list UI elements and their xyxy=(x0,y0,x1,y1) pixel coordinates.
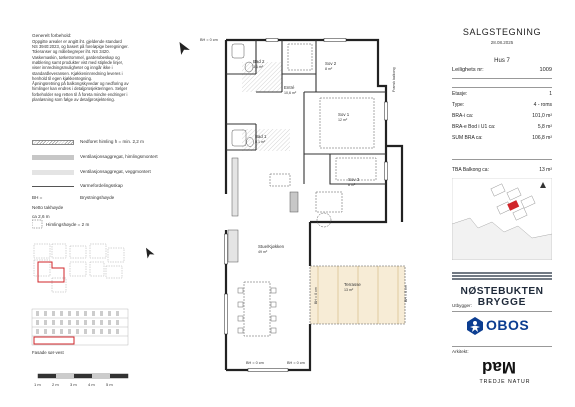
legend-item xyxy=(32,168,182,178)
info-row xyxy=(452,91,552,99)
notes-line: Åpningsretning på balkongskyvedør og nedforing av xyxy=(32,81,129,87)
bh-label-bottom-right: BH = 0 cm xyxy=(287,361,305,365)
light-grey-swatch xyxy=(32,170,74,175)
room-terrasse-name: Terrasse xyxy=(344,282,361,287)
legend-item xyxy=(32,153,182,163)
notes-line: henhold til egen kjøkkentegning. xyxy=(32,75,93,81)
notes-line: Oppgitte arealer er angitt iht. gjeldende standard xyxy=(32,38,122,44)
bh-value: Brystningshøyde xyxy=(80,195,115,200)
scale-tick-label: 4 m xyxy=(88,382,95,387)
panel-divider xyxy=(452,78,552,79)
info-row xyxy=(452,124,552,132)
general-notes xyxy=(32,33,180,102)
info-key: BRA-i ca: xyxy=(452,113,474,119)
room-stue-name: Stue/Kjøkken xyxy=(258,244,285,249)
legend-item xyxy=(32,182,182,192)
room-entre-name: Entré xyxy=(284,85,295,90)
scale-tick-label: 2 m xyxy=(52,382,59,387)
fransk-balkong-label: Fransk balkong xyxy=(392,67,396,92)
notes-line: Toleranser og målebegreper iht. NS 3420. xyxy=(32,49,110,55)
legend-label: Ventilasjonsaggregat, veggmontert xyxy=(80,169,151,174)
info-value: 101,0 m² xyxy=(532,113,552,119)
bh-label-bottom-left: BH = 0 cm xyxy=(246,361,264,365)
room-sov1-area: 12 m² xyxy=(338,118,348,122)
info-key: SUM BRA ca: xyxy=(452,135,483,141)
room-sov1-name: Sov 1 xyxy=(338,112,350,117)
waves-icon xyxy=(452,272,552,281)
north-arrow-icon xyxy=(176,40,190,56)
scale-tick-label: 5 m xyxy=(106,382,113,387)
legend-label: Ventilasjonsaggregat, himlingsmontert xyxy=(80,154,158,159)
info-row xyxy=(452,102,552,110)
mad-wordmark: Mad xyxy=(482,358,516,377)
tba-label: TBA Balkong ca: xyxy=(452,167,489,173)
brand-line2: BRYGGE xyxy=(477,297,527,308)
himling-swatch xyxy=(32,219,72,229)
facade-thumbnail xyxy=(30,305,130,349)
netto-takhoyde-label: Netto takhøyde xyxy=(32,205,64,210)
chairs xyxy=(238,288,276,333)
room-sov3-area: 8 m² xyxy=(348,183,356,187)
info-value: 106,8 m² xyxy=(532,135,552,141)
obos-emblem-icon xyxy=(466,316,484,336)
notes-line: standardleveransen. Kjøkkeninnredning leveres i xyxy=(32,70,123,76)
apartment-number-value: 1009 xyxy=(539,67,552,73)
facade-caption: Fasade sør-vest xyxy=(32,350,64,355)
room-sov2-area: 8 m² xyxy=(325,67,333,71)
notes-line: forbeholder seg retten til å foreta mindre endringer i xyxy=(32,91,128,97)
room-sov3-name: Sov 3 xyxy=(348,177,360,182)
location-map xyxy=(452,178,552,260)
info-key: BRA-e Bod i U1 ca: xyxy=(452,124,496,130)
notes-line: himlinger kan endres i detaljprosjekteringen. Selger xyxy=(32,86,128,92)
north-arrow-small-icon xyxy=(142,246,156,260)
apartment-number-label: Leilighets nr: xyxy=(452,67,484,73)
key-plan-thumbnail xyxy=(30,238,130,298)
bh-label-top: BH = 0 cm xyxy=(200,38,218,42)
scale-bar xyxy=(30,370,140,382)
inner-walls xyxy=(226,40,386,184)
legend-label: Nedforet himling h = min. 2,2 m xyxy=(80,139,144,144)
panel-divider xyxy=(452,159,552,160)
terrace-fill xyxy=(310,266,405,324)
legend-label: Varmefordelingsskap xyxy=(80,183,123,188)
obos-wordmark: OBOS xyxy=(486,317,530,333)
grey-swatch xyxy=(32,155,74,160)
brand-line1: NØSTEBUKTEN xyxy=(460,286,544,297)
line-swatch xyxy=(32,186,74,187)
info-row xyxy=(452,135,552,143)
himling-label: Himlingshøyde = 2 m xyxy=(46,222,90,227)
info-value: 1 xyxy=(549,91,552,97)
utbygger-label: Utbygger: xyxy=(452,303,472,308)
house-label: Hus 7 xyxy=(494,58,510,64)
tba-row xyxy=(452,167,552,175)
panel-divider xyxy=(452,87,552,88)
scale-tick-label: 1 m xyxy=(34,382,41,387)
netto-takhoyde-value: ca 2,6 m xyxy=(32,214,50,219)
info-value: 4 - roms xyxy=(533,102,552,108)
mad-subtitle: TREDJE NATUR xyxy=(479,379,531,385)
room-bad1-name: Bad 1 xyxy=(255,134,267,139)
info-key: Type: xyxy=(452,102,465,108)
notes-line: NS 3940:2023, og basert på foreløpige beregninger. xyxy=(32,44,129,50)
apartment-number-row xyxy=(452,67,552,75)
arkitekt-label: Arkitekt: xyxy=(452,349,469,354)
legend-item xyxy=(32,138,182,148)
bh-key: BH = xyxy=(32,195,43,200)
panel-divider xyxy=(452,346,552,347)
room-terrasse-area: 13 m² xyxy=(344,288,354,292)
drawing-title: SALGSTEGNING xyxy=(462,27,542,37)
obos-logo xyxy=(466,316,546,336)
room-entre-area: 10,6 m² xyxy=(284,91,297,95)
tba-value: 13 m² xyxy=(539,167,552,173)
notes-line: møblering samt produkter vist med stiplede linjer, xyxy=(32,59,123,65)
info-value: 5,8 m² xyxy=(537,124,552,130)
info-row xyxy=(452,113,552,121)
project-logo xyxy=(452,268,552,308)
room-bad1-area: 5,1 m² xyxy=(255,140,266,144)
room-bad2-area: 3,6 m² xyxy=(253,65,264,69)
notes-heading: Generelt forbehold: xyxy=(32,33,72,38)
notes-line: Vaskemaskin, tørketrommel, garderobeskap og xyxy=(32,54,120,60)
architect-logo xyxy=(470,357,540,387)
hatch-swatch xyxy=(32,140,74,145)
room-stue-area: 49 m² xyxy=(258,250,268,254)
room-sov2-name: Sov 2 xyxy=(325,61,337,66)
room-bad2-name: Bad 2 xyxy=(253,59,265,64)
scale-tick-label: 3 m xyxy=(70,382,77,387)
panel-divider xyxy=(452,311,552,312)
notes-line: viser innredningsmuligheter og inngår ikke i xyxy=(32,65,113,71)
bh-label-terrace-right: BH = 0 cm xyxy=(404,285,408,302)
notes-line: planløsning som følge av detaljprosjektering. xyxy=(32,97,115,103)
info-key: Etasje: xyxy=(452,91,468,97)
bh-label-terrace-left: BH = 0 cm xyxy=(314,287,318,304)
drawing-date: 28.08.2025 xyxy=(490,40,514,45)
